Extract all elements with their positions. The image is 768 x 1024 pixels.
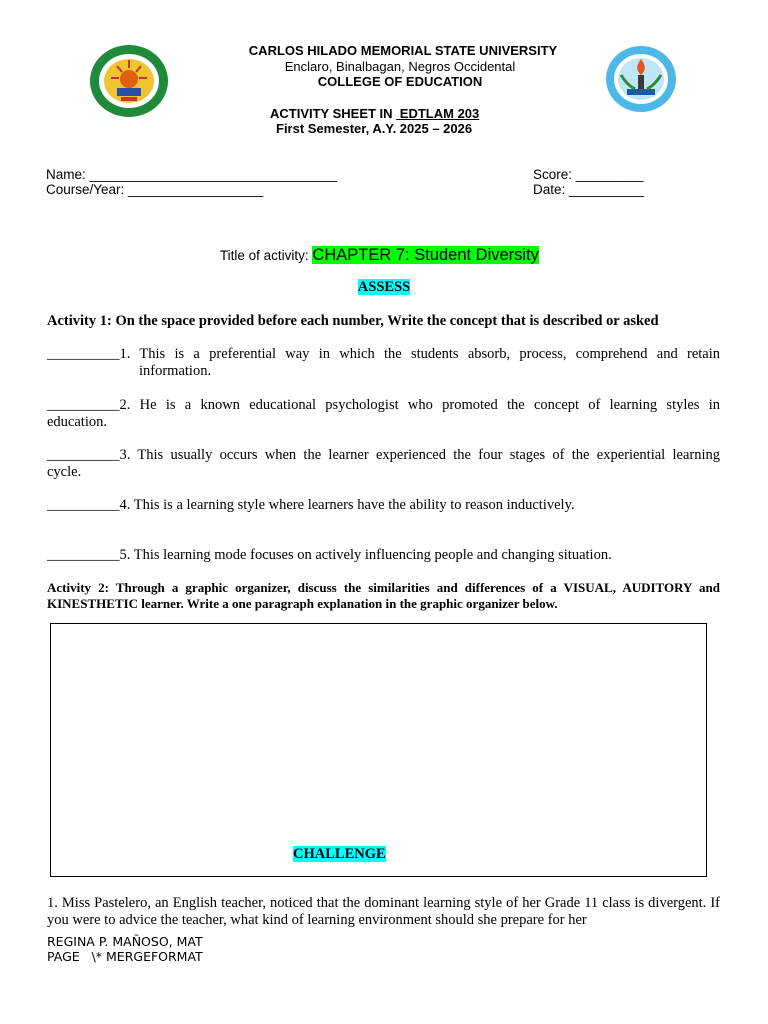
question-3-cont: cycle.	[47, 464, 82, 480]
activity-2-instruction: Activity 2: Through a graphic organizer, discuss the similarities and differences of a VISUAL, AUDITORY and KINESTHETIC learner. Write a one paragraph explanation in the graphic organizer below.	[47, 580, 720, 611]
answer-blank-2[interactable]: __________	[47, 397, 120, 413]
activity-title-value: CHAPTER 7: Student Diversity	[312, 246, 539, 264]
activity-title	[211, 228, 539, 265]
activity-title-label: Title of activity:	[219, 248, 313, 263]
challenge-heading-text: CHALLENGE	[293, 846, 386, 862]
question-1-text: 1. This is a preferential way in which the students absorb, process, comprehend and retain	[119, 346, 720, 362]
challenge-question-1: 1. Miss Pastelero, an English teacher, noticed that the dominant learning style of her Grade 11 class is divergent. If you were to advice the teacher, what kind of learning environment should she prepare for her	[47, 895, 720, 928]
question-5	[47, 547, 720, 564]
question-4-text: 4. This is a learning style where learners have the ability to reason inductively.	[119, 497, 575, 513]
question-1	[47, 346, 720, 380]
activity-sheet-prefix: ACTIVITY SHEET IN	[270, 106, 393, 121]
question-1-cont: information.	[139, 363, 212, 379]
footer-page: PAGE \* MERGEFORMAT	[47, 949, 203, 964]
question-2-text: 2. He is a known educational psychologist who promoted the concept of learning styles in	[119, 397, 720, 413]
question-2	[47, 397, 720, 431]
challenge-heading	[293, 845, 386, 863]
question-4	[47, 497, 720, 514]
score-field: Score: _________	[533, 167, 644, 182]
answer-blank-5[interactable]: __________	[47, 547, 120, 563]
activity-1-instruction: Activity 1: On the space provided before each number, Write the concept that is described or asked	[47, 313, 659, 329]
semester-line: First Semester, A.Y. 2025 – 2026	[276, 121, 473, 136]
answer-blank-1[interactable]: __________	[47, 346, 120, 362]
footer-author: REGINA P. MAÑOSO, MAT	[47, 934, 203, 949]
activity-sheet-title	[270, 106, 479, 121]
answer-blank-3[interactable]: __________	[47, 447, 120, 463]
course-code: EDTLAM 203	[396, 106, 480, 121]
question-3	[47, 447, 720, 481]
assess-heading-text: ASSESS	[357, 279, 411, 295]
answer-blank-4[interactable]: __________	[47, 497, 120, 513]
assess-heading	[0, 278, 768, 296]
university-name: CARLOS HILADO MEMORIAL STATE UNIVERSITY	[248, 43, 558, 58]
college-name: COLLEGE OF EDUCATION	[317, 74, 483, 89]
question-2-cont: education.	[47, 414, 107, 430]
date-field: Date: __________	[533, 182, 645, 197]
question-3-text: 3. This usually occurs when the learner experienced the four stages of the experiential learning	[119, 447, 720, 463]
graphic-organizer-box[interactable]	[50, 623, 707, 877]
university-address: Enclaro, Binalbagan, Negros Occidental	[284, 59, 516, 74]
course-year-field: Course/Year: __________________	[46, 182, 264, 197]
question-5-text: 5. This learning mode focuses on actively influencing people and changing situation.	[119, 547, 612, 563]
name-field: Name: _________________________________	[46, 167, 338, 182]
